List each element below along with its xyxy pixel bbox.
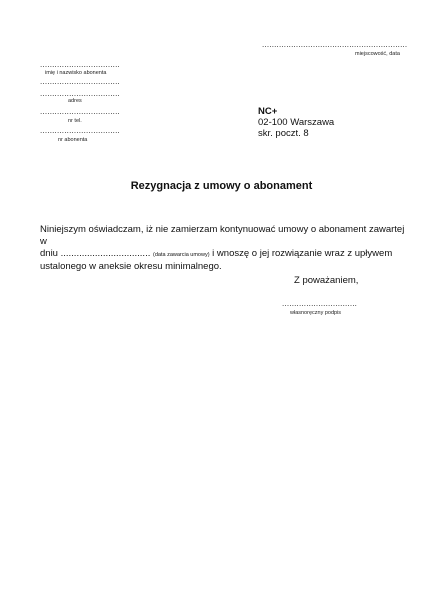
signature-label: własnoręczny podpis	[290, 310, 342, 316]
letter-line-2-start: dniu	[40, 248, 61, 259]
sender-name-dots: .................................	[40, 60, 120, 69]
closing-greeting: Z poważaniem,	[294, 275, 359, 286]
letter-line-1: Niniejszym oświadczam, iż nie zamierzam kontynuować umowy o abonament zawartej w	[40, 224, 405, 247]
contract-date-dots: ..................................	[60, 248, 151, 259]
letter-line-2	[40, 248, 405, 261]
sender-subscriber-label: nr abonenta	[58, 137, 88, 143]
recipient-name: NC+	[258, 106, 278, 117]
contract-date-note: (data zawarcia umowy)	[153, 252, 210, 258]
recipient-postal: 02-100 Warszawa	[258, 117, 335, 128]
letter-line-2-end: i wnoszę o jej rozwiązanie wraz z upływem	[209, 248, 393, 259]
place-date-label: miejscowość, data	[355, 51, 400, 57]
letter-line-3: ustalonego w aneksie okresu minimalnego.	[40, 261, 222, 272]
sender-phone-label: nr tel.	[68, 118, 82, 124]
sender-subscriber-dots: .................................	[40, 126, 120, 135]
sender-address-dots-1: .................................	[40, 77, 120, 86]
letter-title: Rezygnacja z umowy o abonament	[130, 180, 313, 192]
sender-name-label: imię i nazwisko abonenta	[45, 70, 107, 76]
sender-address-label: adres	[68, 98, 82, 104]
sender-phone-dots: .................................	[40, 107, 120, 116]
signature-dots: ...............................	[282, 299, 358, 308]
letter-body	[40, 224, 405, 273]
recipient-box: skr. poczt. 8	[258, 128, 309, 139]
sender-address-dots-2: .................................	[40, 89, 120, 98]
place-date-dots: ............................................................	[262, 40, 408, 49]
